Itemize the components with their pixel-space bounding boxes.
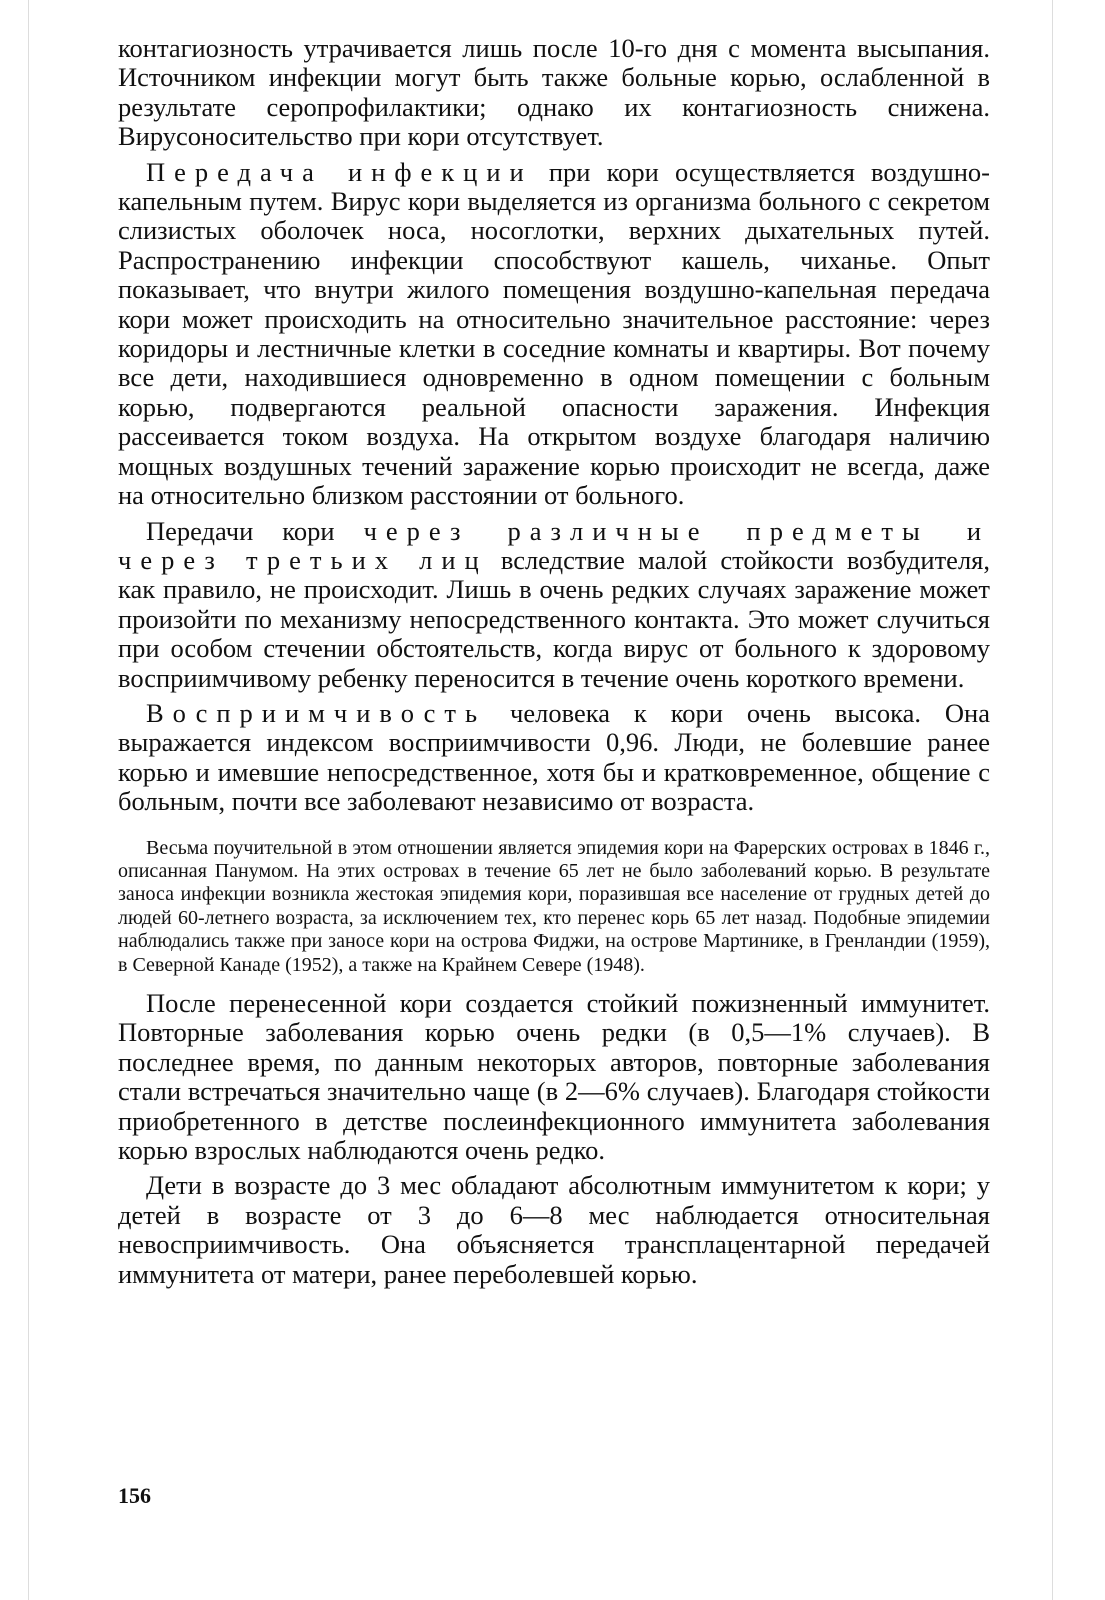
page-body — [118, 34, 990, 1289]
paragraph-immunity — [118, 989, 990, 1165]
paragraph-text: вследствие малой стойкости возбудителя, как правило, не происходит. Лишь в очень редких случаях заражение может произойти по механизму непосредственного контакта. Это может случиться при особом стечении обстоятельств, когда вирус от больного к здоровому восприимчивому ребенку переносится в течение очень короткого времени. — [118, 544, 990, 693]
paragraph-susceptibility — [118, 699, 990, 817]
paragraph-text: при кори осуществляется воздушно-капельным путем. Вирус кори выделяется из организма больного с секретом слизистых оболочек носа, носоглотки, верхних дыхательных путей. Распространению инфекции способствуют кашель, чиханье. Опыт показывает, что внутри жилого помещения воздушно-капельная передача кори может происходить на относительно значительное расстояние: через коридоры и лестничные клетки в соседние комнаты и квартиры. Вот почему все дети, находившиеся одновременно в одном помещении с больным корью, подвергаются реальной опасности заражения. Инфекция рассеивается током воздуха. На открытом воздухе благодаря наличию мощных воздушных течений заражение корью происходит не всегда, даже на относительно близком расстоянии от больного. — [118, 156, 990, 511]
paragraph-objects — [118, 517, 990, 693]
page-edge-right — [1052, 0, 1053, 1600]
paragraph-text: Передачи кори — [146, 515, 364, 546]
spaced-heading: через различные предметы и через третьих лиц — [118, 515, 991, 575]
paragraph-contagiousness — [118, 34, 990, 152]
spaced-heading: Восприимчивость — [146, 697, 487, 728]
paragraph-text: Дети в возрасте до 3 мес обладают абсолютным иммунитетом к кори; у детей в возрасте от 3 до 6—8 мес наблюдается относительная невосприимчивость. Она объясняется трансплацентарной передачей иммунитета от матери, ранее переболевшей корью. — [118, 1170, 990, 1289]
page-number: 156 — [118, 1483, 151, 1508]
paragraph-text: контагиозность утрачивается лишь после 10-го дня с момента высыпания. Источником инфекции могут быть также больные корью, ослабленной в результате серопрофилактики; однако их контагиозность снижена. Вирусоносительство при кори отсутствует. — [118, 33, 990, 152]
paragraph-text: человека к кори очень высока. Она выражается индексом восприимчивости 0,96. Люди, не болевшие ранее корью и имевшие непосредственное, хотя бы и кратковременное, общение с больным, почти все заболевают независимо от возраста. — [118, 697, 990, 817]
spaced-heading: Передача инфекции — [146, 156, 533, 187]
page-edge-left — [28, 0, 29, 1600]
paragraph-infants — [118, 1171, 990, 1289]
paragraph-text: После перенесенной кори создается стойкий пожизненный иммунитет. Повторные заболевания корью очень редки (в 0,5—1% случаев). В последнее время, по данным некоторых авторов, повторные заболевания стали встречаться значительно чаще (в 2—6% случаев). Благодаря стойкости приобретенного в детстве послеинфекционного иммунитета заболевания корью взрослых наблюдаются очень редко. — [118, 988, 990, 1166]
paragraph-transmission — [118, 158, 990, 511]
small-print-note: Весьма поучительной в этом отношении является эпидемия кори на Фарерских островах в 1846 г., описанная Панумом. На этих островах в течение 65 лет не было заболеваний корью. В результате заноса инфекции возникла жестокая эпидемия кори, поразившая все население от грудных детей до людей 60-летнего возраста, за исключением тех, кто перенес корь 65 лет назад. Подобные эпидемии наблюдались также при заносе кори на острова Фиджи, на острове Мартинике, в Гренландии (1959), в Северной Канаде (1952), а также на Крайнем Севере (1948). — [118, 836, 990, 976]
